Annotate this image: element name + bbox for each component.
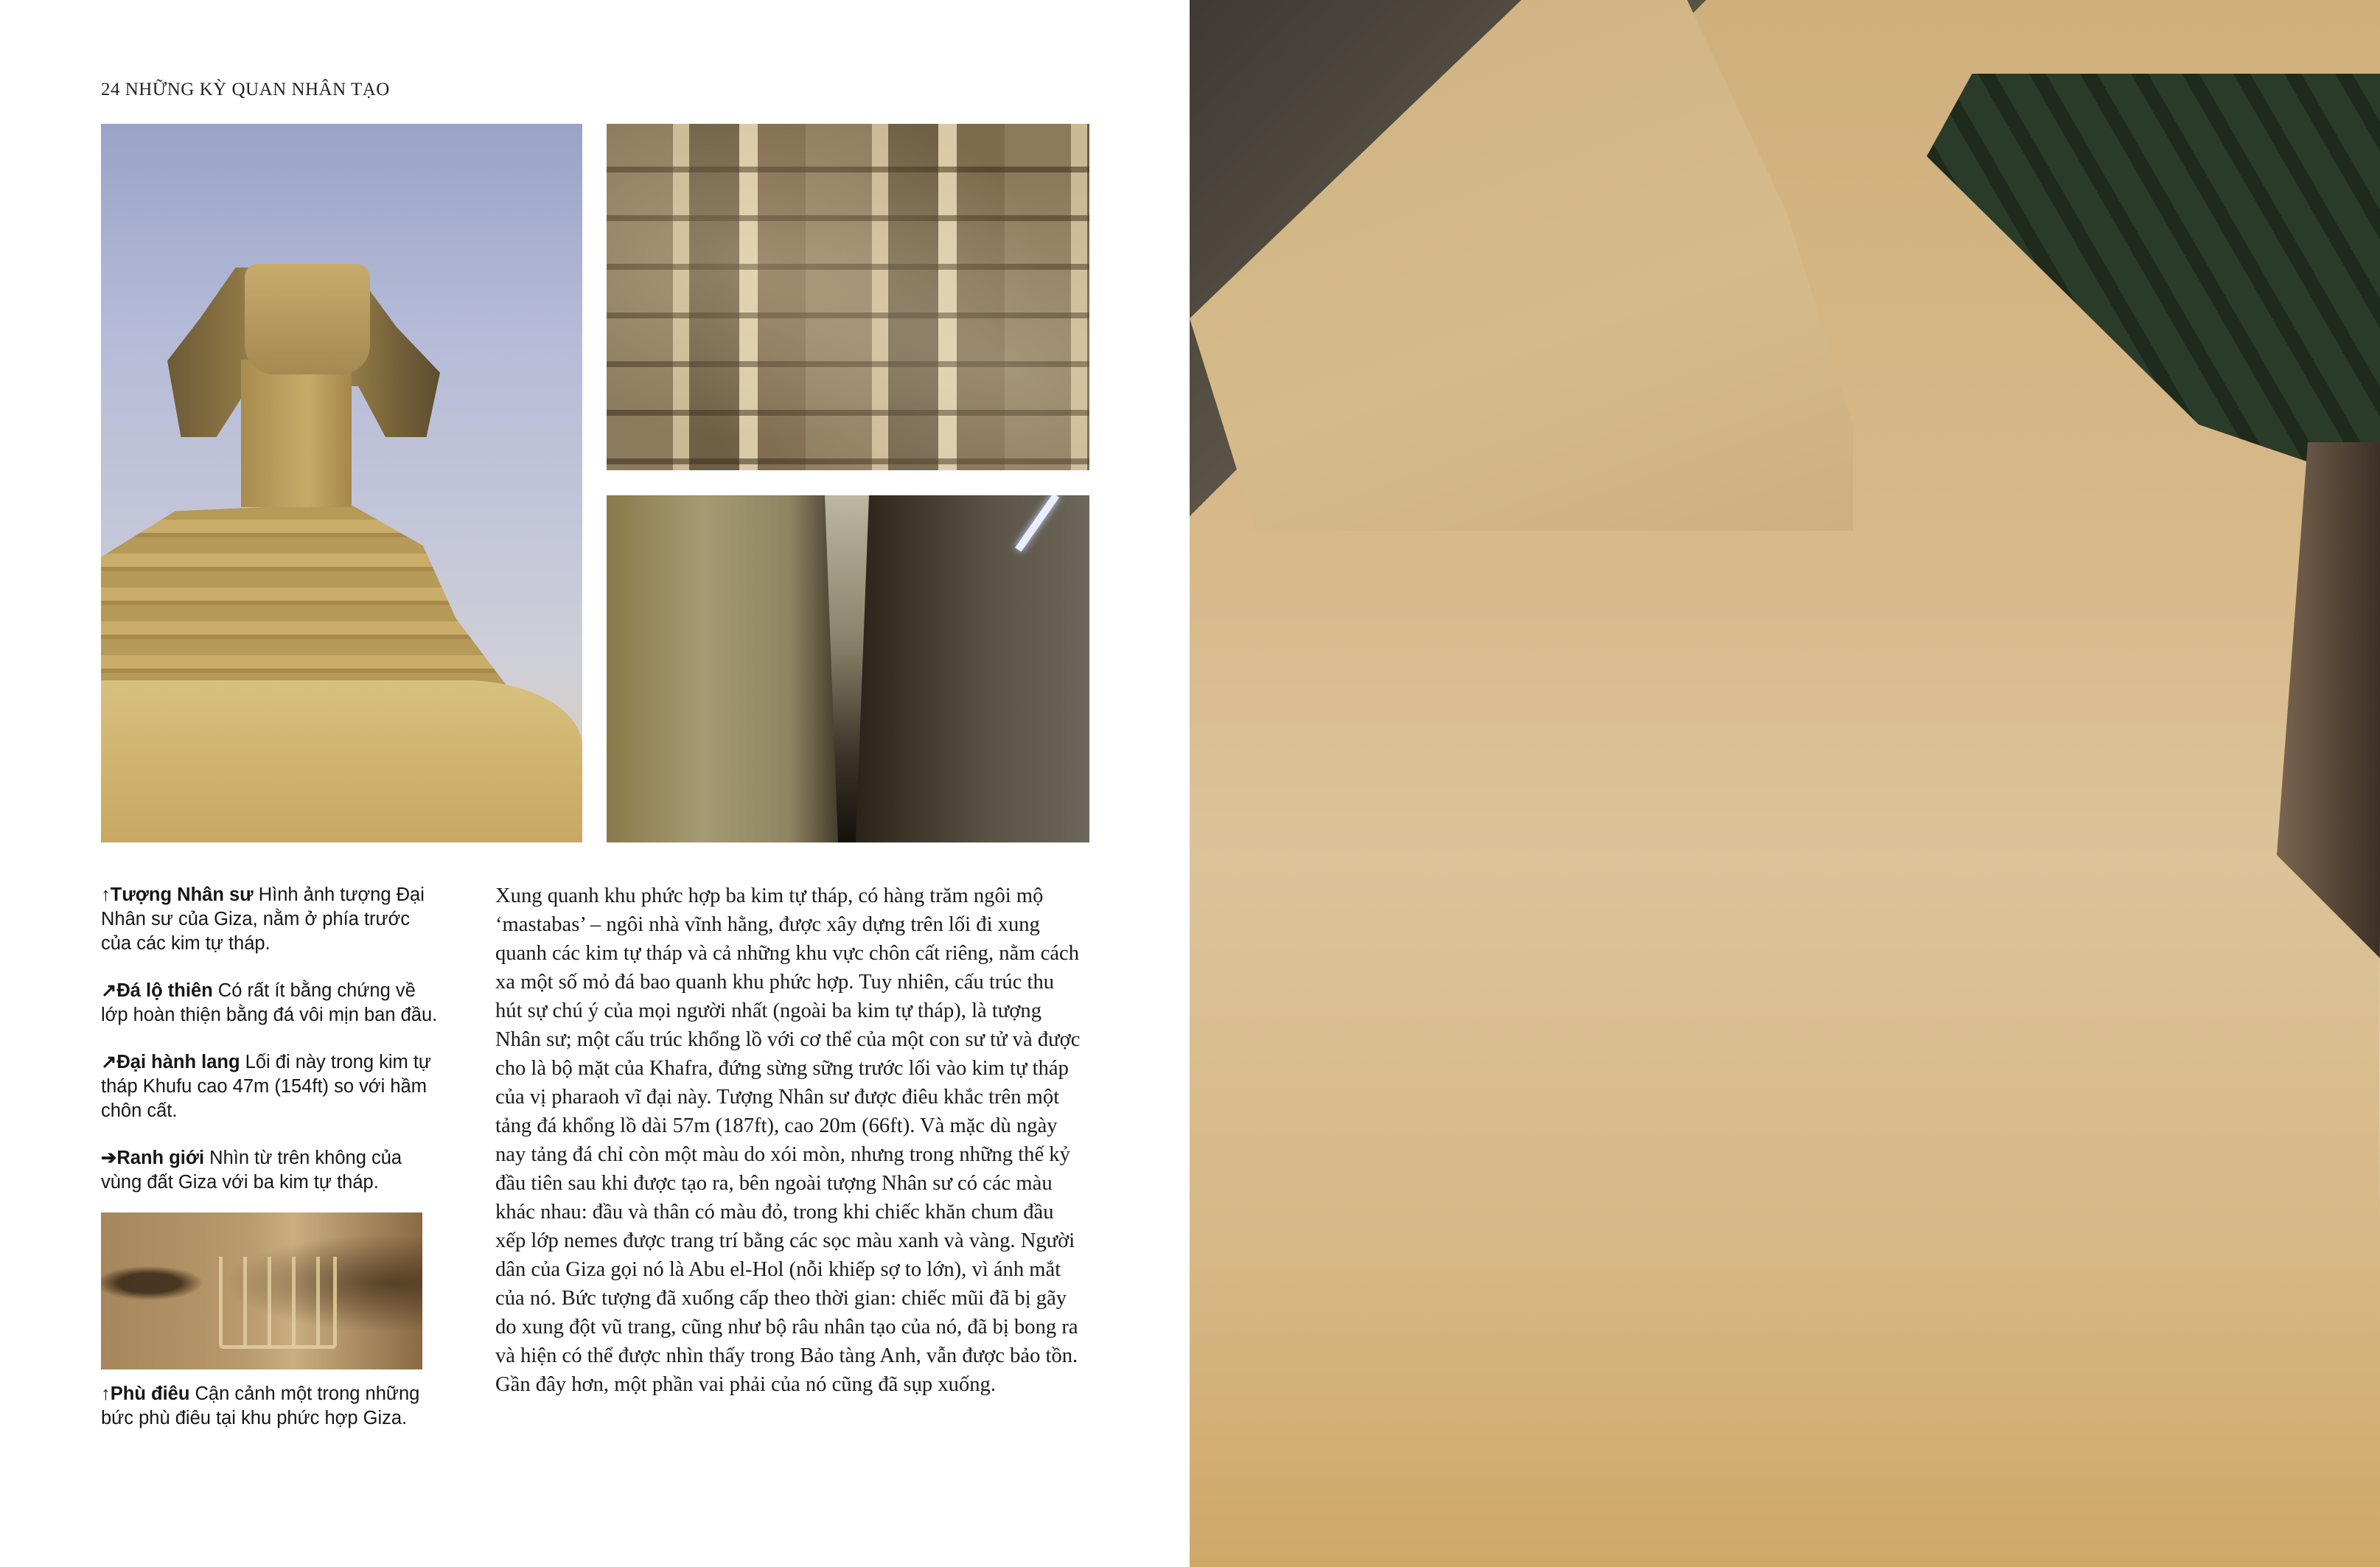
caption-title: Ranh giới	[116, 1148, 205, 1168]
stone-blocks-photo	[607, 124, 1089, 470]
caption-exposed-stone	[101, 979, 440, 1027]
caption-relief	[101, 1382, 440, 1431]
sphinx-neck-shape	[241, 360, 352, 507]
caption-boundary	[101, 1146, 440, 1195]
relief-glyph-shape	[219, 1257, 337, 1349]
sphinx-chest-shape	[101, 503, 514, 695]
caption-text: Có rất ít bằng chứng về lớp hoàn thiện bằng đá vôi mịn ban đầu.	[101, 980, 438, 1025]
arrow-up-right-icon: ↗	[101, 1052, 117, 1072]
body-text: Xung quanh khu phức hợp ba kim tự tháp, có hàng trăm ngôi mộ ‘mastabas’ – ngôi nhà vĩnh hằng, được xây dựng trên lối đi xung quanh các kim tự tháp và cả những khu vực chôn cất riêng, nằm cách xa một số mỏ đá bao quanh khu phức hợp. Tuy nhiên, cấu trúc thu hút sự chú ý của mọi người nhất (ngoài ba kim tự tháp), là tượng Nhân sư; một cấu trúc khổng lồ với cơ thể của một con sư tử và được cho là bộ mặt của Khafra, đứng sừng sững trước lối vào kim tự tháp của vị pharaoh vĩ đại này. Tượng Nhân sư được điêu khắc trên một tảng đá khổng lồ dài 57m (187ft), cao 20m (66ft). Và mặc dù ngày nay tảng đá chỉ còn một màu do xói mòn, nhưng trong những thế kỷ đầu tiên sau khi được tạo ra, bên ngoài tượng Nhân sư có các màu khác nhau: đầu và thân có màu đỏ, trong khi chiếc khăn chum đầu xếp lớp nemes được trang trí bằng các sọc màu xanh và vàng. Người dân của Giza gọi nó là Abu el-Hol (nỗi khiếp sợ to lớn), vì ánh mắt của nó. Bức tượng đã xuống cấp theo thời gian: chiếc mũi đã bị gãy do xung đột vũ trang, cũng như bộ râu nhân tạo của nó, đã bị bong ra và hiện có thể được nhìn thấy trong Bảo tàng Anh, vẫn được bảo tồn. Gần đây hơn, một phần vai phải của nó cũng đã sụp xuống.	[495, 884, 1081, 1396]
caption-grand-gallery	[101, 1050, 440, 1123]
caption-text: Lối đi này trong kim tự tháp Khufu cao 47m (154ft) so với hầm chôn cất.	[101, 1052, 431, 1121]
caption-text: Nhìn từ trên không của vùng đất Giza với ba kim tự tháp.	[101, 1148, 402, 1193]
caption-text: Hình ảnh tượng Đại Nhân sư của Giza, nằm ở phía trước của các kim tự tháp.	[101, 884, 425, 954]
gallery-corridor-shape	[825, 495, 869, 842]
sphinx-body-shape	[101, 680, 582, 842]
relief-photo	[101, 1212, 422, 1369]
grand-gallery-photo	[607, 495, 1089, 842]
gallery-light-strip	[1015, 495, 1059, 552]
arrow-up-icon: ↑	[101, 1383, 111, 1404]
running-head: 24 NHỮNG KỲ QUAN NHÂN TẠO	[101, 80, 390, 100]
arrow-up-right-icon: ↗	[101, 980, 117, 1001]
caption-title: Tượng Nhân sư	[110, 884, 254, 905]
arrow-right-icon: ➔	[101, 1148, 117, 1168]
giza-aerial-photo	[1190, 0, 2380, 1567]
caption-title: Đá lộ thiên	[116, 980, 213, 1001]
arrow-up-icon: ↑	[101, 884, 111, 905]
sphinx-face-shape	[245, 264, 370, 374]
caption-sphinx	[101, 883, 440, 956]
sphinx-photo	[101, 124, 582, 842]
caption-text: Cận cảnh một trong những bức phù điêu tại khu phức hợp Giza.	[101, 1383, 420, 1428]
caption-title: Phù điêu	[110, 1383, 190, 1404]
blocks-light-overlay	[607, 124, 1089, 470]
captions-column	[101, 883, 440, 1453]
caption-title: Đại hành lang	[116, 1052, 240, 1072]
